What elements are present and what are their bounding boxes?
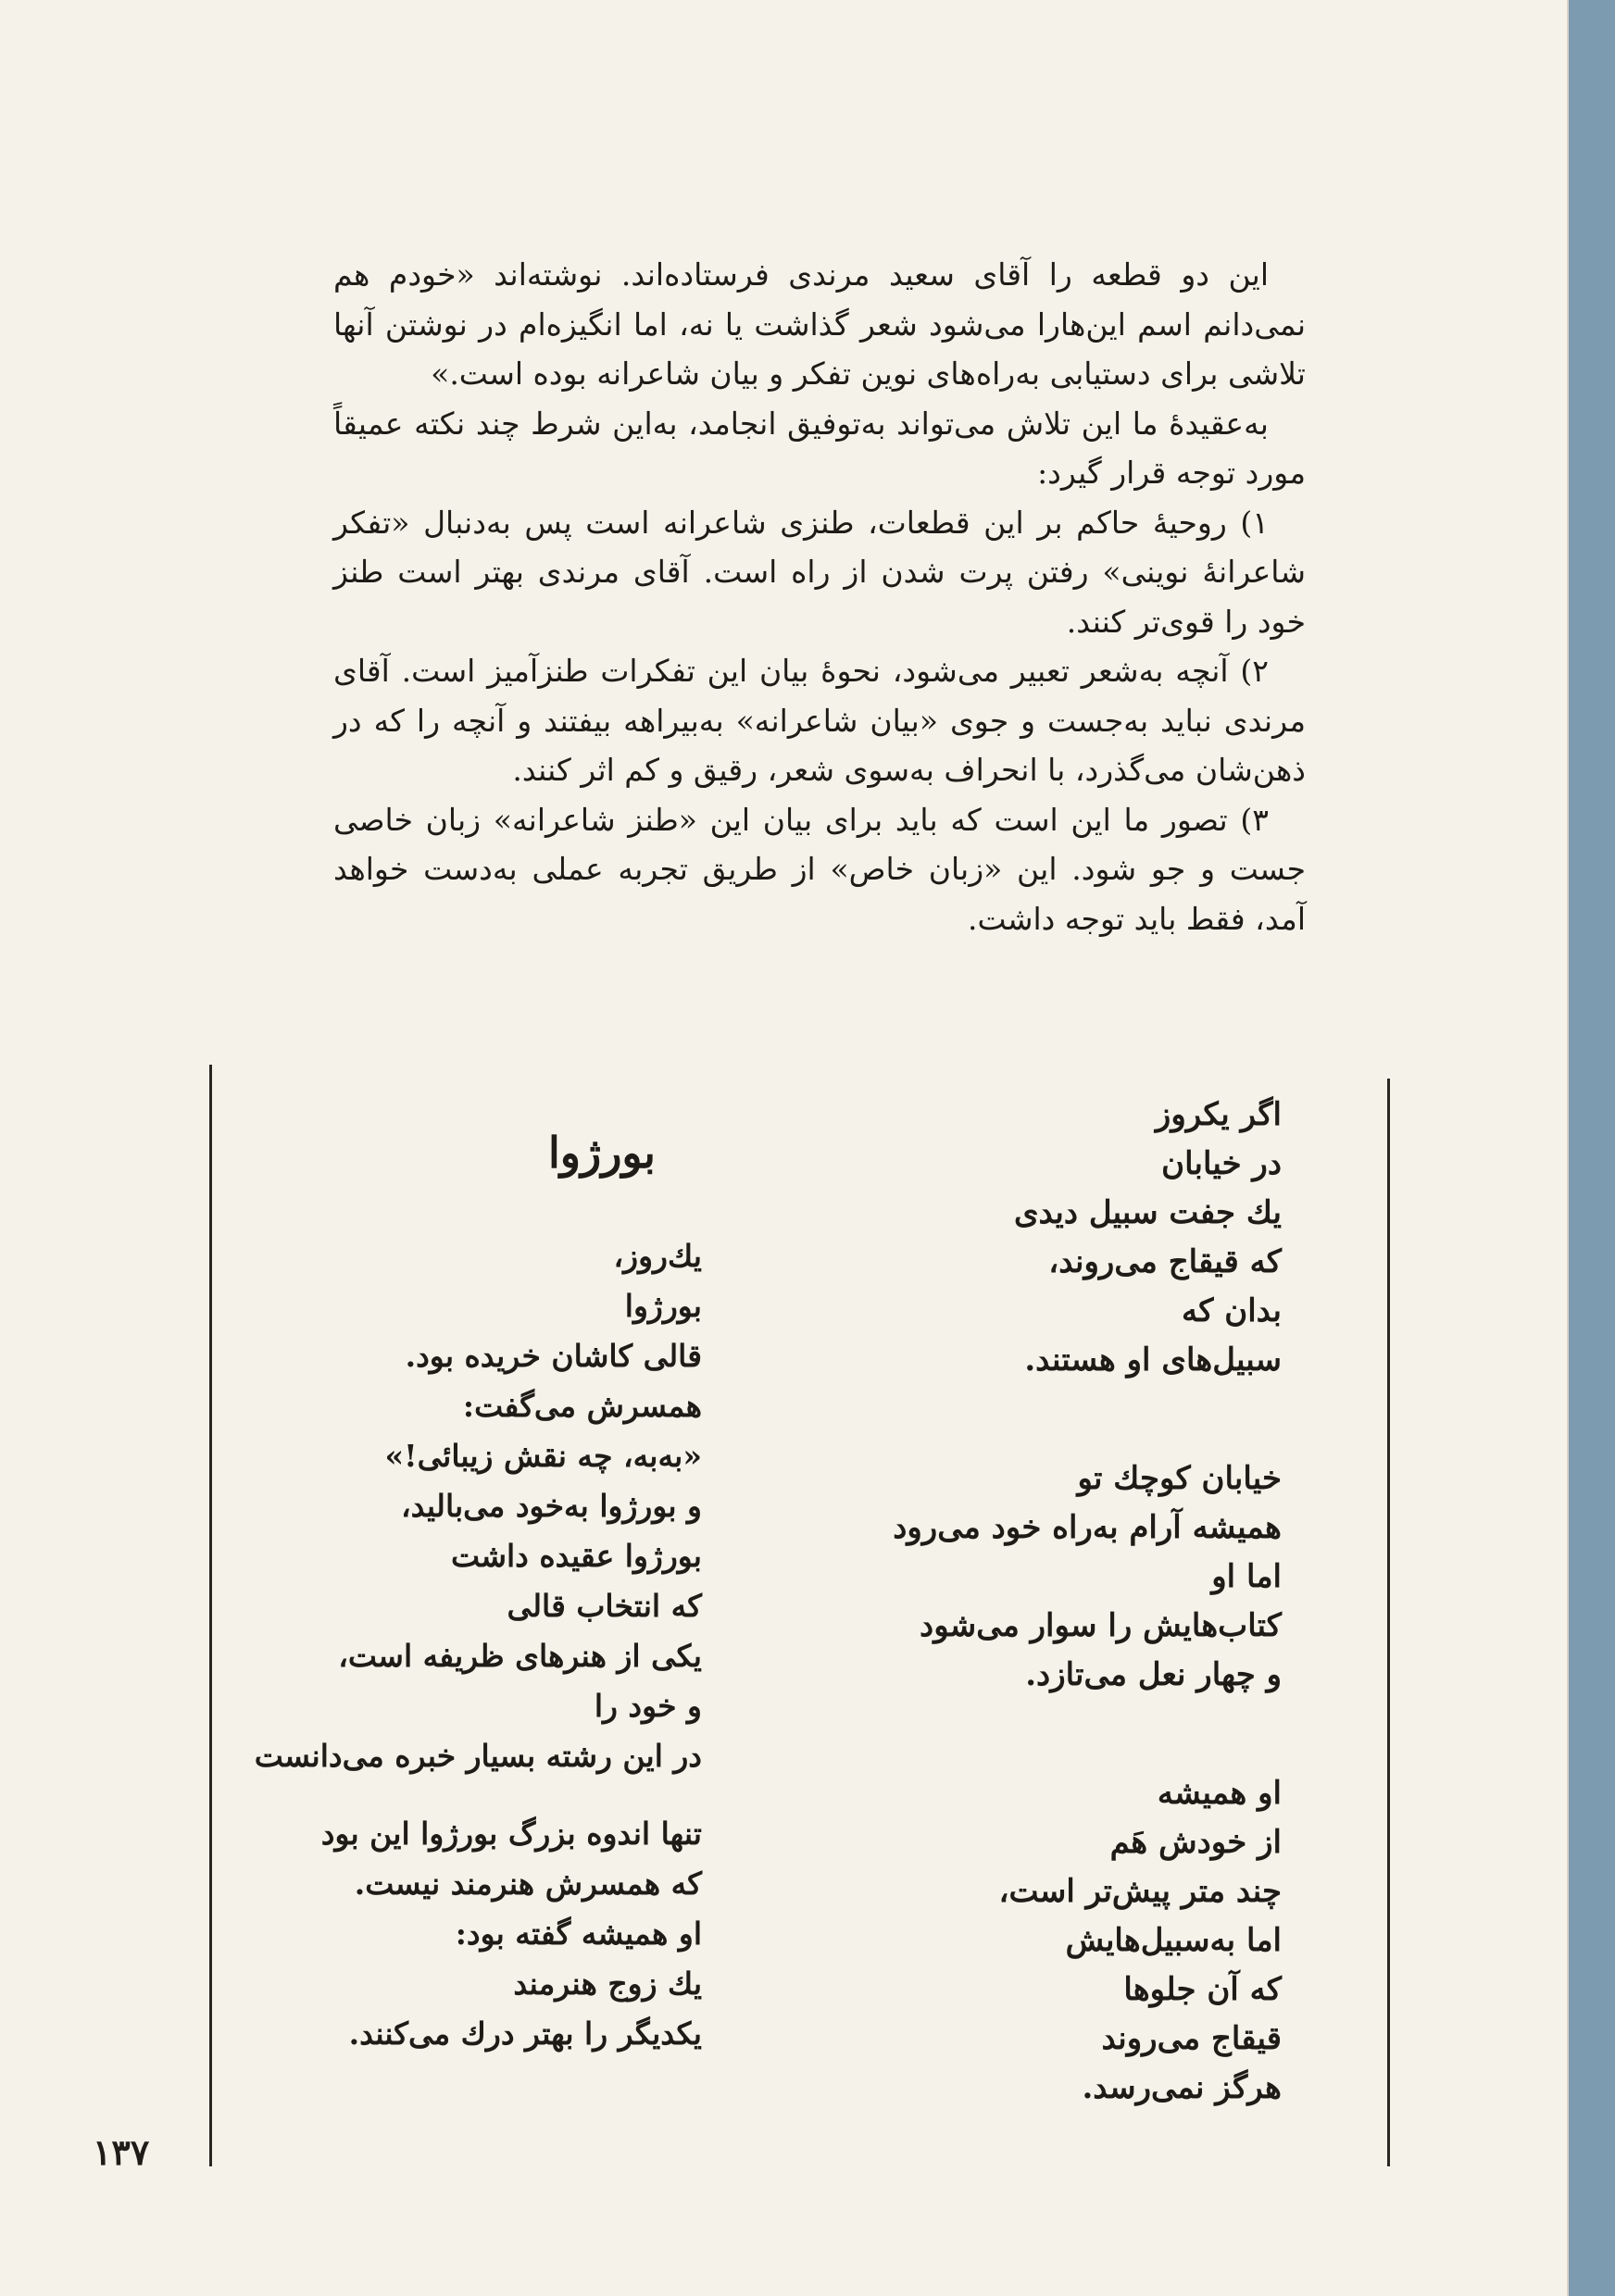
poem-left-line: یك‌روز، (613, 1238, 702, 1274)
poem-right-line: اگر یکروز (1155, 1096, 1282, 1133)
poem-left-line: بورژوا (624, 1288, 702, 1324)
poem-left-line: «به‌به، چه نقش زیبائی!» (384, 1438, 702, 1474)
poem-right-line: اما به‌سبیل‌هایش (1065, 1922, 1282, 1959)
intro-text (333, 250, 1306, 943)
right-column-rule (1387, 1079, 1390, 2166)
poem-left-line: و خود را (594, 1688, 702, 1724)
poem-left-title: بورژوا (548, 1128, 656, 1178)
poem-right-line: او همیشه (1157, 1775, 1282, 1812)
poem-left-line: در این رشته بسیار خبره می‌دانست (254, 1738, 702, 1774)
poem-right-line: و چهار نعل می‌تازد. (1025, 1656, 1282, 1693)
poem-right-line: یك جفت سبیل دیدی (1013, 1194, 1282, 1231)
intro-paragraph-2: به‌عقیدهٔ ما این تلاش می‌تواند به‌توفیق انجامد، به‌این شرط چند نکته عمیقاً مورد توجه قرار گیرد: (333, 405, 1306, 491)
poem-left-line: قالی کاشان خریده بود. (405, 1338, 702, 1374)
poem-right-line: که آن جلوها (1123, 1971, 1282, 2008)
poem-left-line: او همیشه گفته بود: (455, 1915, 702, 1952)
poem-right-line: همیشه آرام به‌راه خود می‌رود (893, 1509, 1282, 1546)
poem-left (202, 1231, 702, 2059)
poem-left-line: یکی از هنرهای ظریفه است، (338, 1638, 702, 1674)
poem-right-line: بدان که (1182, 1292, 1282, 1329)
poem-left-line: یك زوج هنرمند (513, 1965, 702, 2002)
poem-right-line: قیقاج می‌روند (1101, 2020, 1282, 2057)
poem-left-line: همسرش می‌گفت: (462, 1388, 702, 1424)
poem-left-line: بورژوا عقیده داشت (450, 1538, 702, 1574)
poem-right-line: خیابان کوچك تو (1077, 1460, 1282, 1497)
poem-right-line: از خودش هَم (1109, 1824, 1282, 1861)
poem-left-line: یکدیگر را بهتر درك می‌کنند. (348, 2015, 702, 2052)
poem-right-line: کتاب‌هایش را سوار می‌شود (920, 1607, 1282, 1644)
poem-right-line: چند متر پیش‌تر است، (998, 1873, 1282, 1910)
poem-right-line: سبیل‌های او هستند. (1024, 1341, 1282, 1379)
page-number: ۱۳۷ (93, 2131, 150, 2173)
poem-right-line: اما او (1211, 1558, 1282, 1595)
intro-paragraph-4: ۲) آنچه به‌شعر تعبیر می‌شود، نحوهٔ بیان این تفکرات طنزآمیز است. آقای مرندی نباید به‌جست و جوی «بیان شاعرانه» به‌بیراهه بیفتند و آنچه را که در ذهن‌شان می‌گذرد، با انحراف به‌سوی شعر، رقیق و کم اثر کنند. (333, 653, 1306, 788)
poem-left-line: که انتخاب قالی (507, 1588, 702, 1624)
intro-paragraph-3: ۱) روحیهٔ حاکم بر این قطعات، طنزی شاعرانه است پس به‌دنبال «تفکر شاعرانهٔ نوینی» رفتن پرت شدن از راه است. آقای مرندی بهتر است طنز خود را قوی‌تر کنند. (333, 504, 1306, 640)
poem-left-line: که همسرش هنرمند نیست. (354, 1866, 702, 1902)
poem-right-line: در خیابان (1161, 1145, 1282, 1182)
poem-right (837, 1091, 1282, 2113)
intro-paragraph-1: این دو قطعه را آقای سعید مرندی فرستاده‌اند. نوشته‌اند «خودم هم نمی‌دانم اسم این‌هارا می‌شود شعر گذاشت یا نه، اما انگیزه‌ام در نوشتن آنها تلاشی برای دستیابی به‌راه‌های نوین تفکر و بیان شاعرانه بوده است.» (333, 256, 1306, 392)
poem-right-line: که قیقاج می‌روند، (1048, 1243, 1282, 1280)
poem-right-line: هرگز نمی‌رسد. (1082, 2069, 1282, 2106)
poem-left-line: و بورژوا به‌خود می‌بالید، (400, 1488, 702, 1524)
poem-left-line: تنها اندوه بزرگ بورژوا این بود (320, 1816, 702, 1852)
intro-paragraph-5: ۳) تصور ما این است که باید برای بیان این «طنز شاعرانه» زبان خاصی جست و جو شود. این «زبان خاص» از طریق تجربه عملی به‌دست خواهد آمد، فقط باید توجه داشت. (333, 801, 1306, 937)
